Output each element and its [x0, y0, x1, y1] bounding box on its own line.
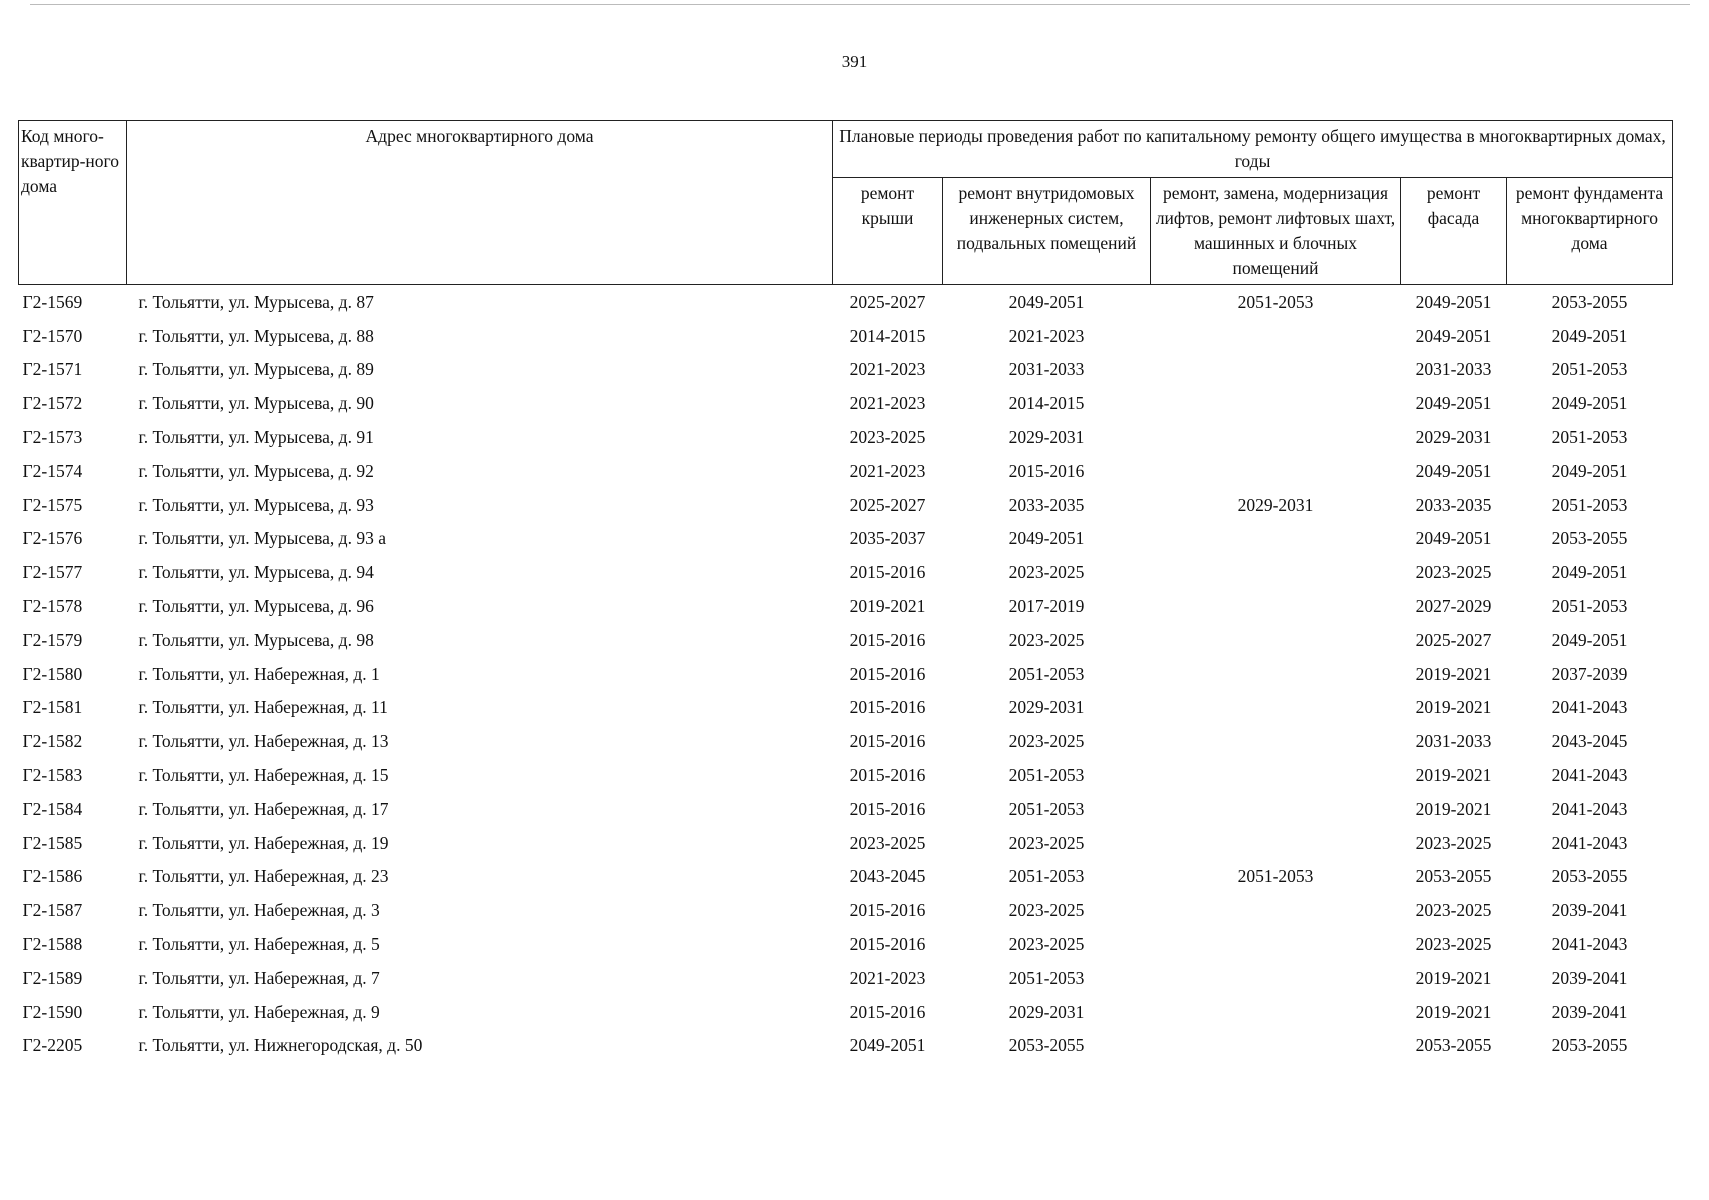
table-row	[19, 420, 1673, 454]
cell-address: г. Тольятти, ул. Мурысева, д. 94	[138, 562, 374, 583]
cell-lifts	[1151, 555, 1401, 589]
cell-code: Г2-1570	[22, 325, 83, 346]
cell-lifts	[1151, 386, 1401, 420]
table-row	[19, 555, 1673, 589]
cell-roof: 2014-2015	[849, 325, 926, 346]
cell-roof: 2015-2016	[849, 934, 926, 955]
cell-code: Г2-1584	[22, 798, 83, 819]
cell-address: г. Тольятти, ул. Мурысева, д. 98	[138, 629, 374, 650]
cell-address: г. Тольятти, ул. Нижнегородская, д. 50	[138, 1035, 423, 1056]
cell-code: Г2-1569	[22, 291, 83, 312]
cell-code: Г2-1583	[22, 765, 83, 786]
cell-engineering: 2021-2023	[1008, 325, 1085, 346]
cell-address: г. Тольятти, ул. Набережная, д. 17	[138, 798, 389, 819]
cell-lifts	[1151, 589, 1401, 623]
header-code: Код много-квартир-ного дома	[19, 121, 127, 285]
table-row	[19, 1029, 1673, 1063]
cell-roof: 2023-2025	[849, 427, 926, 448]
cell-facade: 2027-2029	[1415, 596, 1492, 617]
cell-foundation: 2041-2043	[1551, 697, 1628, 718]
table-row	[19, 758, 1673, 792]
cell-code: Г2-1581	[22, 697, 83, 718]
cell-foundation: 2039-2041	[1551, 900, 1628, 921]
cell-lifts	[1151, 657, 1401, 691]
cell-engineering: 2049-2051	[1008, 291, 1085, 312]
repair-schedule-table	[18, 120, 1673, 1062]
cell-foundation: 2037-2039	[1551, 663, 1628, 684]
cell-roof: 2015-2016	[849, 765, 926, 786]
cell-facade: 2019-2021	[1415, 1001, 1492, 1022]
cell-facade: 2023-2025	[1415, 900, 1492, 921]
cell-foundation: 2053-2055	[1551, 866, 1628, 887]
table-row	[19, 522, 1673, 556]
cell-roof: 2015-2016	[849, 1001, 926, 1022]
cell-foundation: 2041-2043	[1551, 765, 1628, 786]
cell-facade: 2019-2021	[1415, 798, 1492, 819]
cell-lifts	[1151, 792, 1401, 826]
cell-facade: 2029-2031	[1415, 427, 1492, 448]
cell-code: Г2-2205	[22, 1035, 83, 1056]
cell-lifts	[1151, 353, 1401, 387]
cell-engineering: 2023-2025	[1008, 832, 1085, 853]
table-row	[19, 589, 1673, 623]
cell-facade: 2025-2027	[1415, 629, 1492, 650]
cell-code: Г2-1580	[22, 663, 83, 684]
table-row	[19, 319, 1673, 353]
cell-foundation: 2049-2051	[1551, 325, 1628, 346]
table-row	[19, 623, 1673, 657]
cell-engineering: 2023-2025	[1008, 934, 1085, 955]
cell-code: Г2-1574	[22, 460, 83, 481]
cell-code: Г2-1577	[22, 562, 83, 583]
cell-facade: 2023-2025	[1415, 934, 1492, 955]
cell-address: г. Тольятти, ул. Мурысева, д. 92	[138, 460, 374, 481]
cell-engineering: 2051-2053	[1008, 798, 1085, 819]
cell-engineering: 2029-2031	[1008, 697, 1085, 718]
cell-facade: 2019-2021	[1415, 765, 1492, 786]
cell-roof: 2021-2023	[849, 393, 926, 414]
cell-engineering: 2023-2025	[1008, 900, 1085, 921]
cell-lifts	[1151, 758, 1401, 792]
cell-roof: 2015-2016	[849, 731, 926, 752]
cell-engineering: 2031-2033	[1008, 359, 1085, 380]
cell-roof: 2049-2051	[849, 1035, 926, 1056]
cell-facade: 2023-2025	[1415, 562, 1492, 583]
header-roof: ремонт крыши	[833, 178, 943, 285]
cell-engineering: 2053-2055	[1008, 1035, 1085, 1056]
cell-code: Г2-1579	[22, 629, 83, 650]
cell-foundation: 2053-2055	[1551, 528, 1628, 549]
cell-foundation: 2043-2045	[1551, 731, 1628, 752]
cell-lifts	[1151, 1029, 1401, 1063]
cell-code: Г2-1573	[22, 427, 83, 448]
cell-facade: 2023-2025	[1415, 832, 1492, 853]
table-body	[19, 285, 1673, 1063]
cell-facade: 2031-2033	[1415, 731, 1492, 752]
cell-lifts	[1151, 454, 1401, 488]
cell-address: г. Тольятти, ул. Набережная, д. 15	[138, 765, 389, 786]
header-engineering: ремонт внутридомовых инженерных систем, подвальных помещений	[943, 178, 1151, 285]
cell-address: г. Тольятти, ул. Набережная, д. 13	[138, 731, 389, 752]
cell-engineering: 2015-2016	[1008, 460, 1085, 481]
cell-foundation: 2051-2053	[1551, 596, 1628, 617]
page-number: 391	[841, 52, 868, 71]
cell-address: г. Тольятти, ул. Набережная, д. 11	[138, 697, 388, 718]
cell-address: г. Тольятти, ул. Мурысева, д. 93	[138, 494, 374, 515]
cell-lifts	[1151, 623, 1401, 657]
cell-address: г. Тольятти, ул. Мурысева, д. 87	[138, 291, 374, 312]
cell-roof: 2015-2016	[849, 629, 926, 650]
header-periods: Плановые периоды проведения работ по капитальному ремонту общего имущества в многоквартирных домах, годы	[833, 121, 1673, 178]
cell-lifts: 2051-2053	[1237, 866, 1314, 887]
table-row	[19, 285, 1673, 319]
cell-engineering: 2023-2025	[1008, 562, 1085, 583]
cell-code: Г2-1586	[22, 866, 83, 887]
cell-lifts	[1151, 724, 1401, 758]
cell-code: Г2-1582	[22, 731, 83, 752]
cell-facade: 2019-2021	[1415, 967, 1492, 988]
table-row	[19, 386, 1673, 420]
cell-facade: 2049-2051	[1415, 325, 1492, 346]
cell-facade: 2019-2021	[1415, 697, 1492, 718]
cell-facade: 2049-2051	[1415, 291, 1492, 312]
cell-engineering: 2029-2031	[1008, 1001, 1085, 1022]
cell-address: г. Тольятти, ул. Набережная, д. 9	[138, 1001, 380, 1022]
cell-roof: 2015-2016	[849, 562, 926, 583]
cell-foundation: 2051-2053	[1551, 427, 1628, 448]
cell-address: г. Тольятти, ул. Мурысева, д. 88	[138, 325, 374, 346]
cell-address: г. Тольятти, ул. Мурысева, д. 91	[138, 427, 374, 448]
cell-engineering: 2049-2051	[1008, 528, 1085, 549]
cell-facade: 2049-2051	[1415, 528, 1492, 549]
cell-roof: 2035-2037	[849, 528, 926, 549]
cell-engineering: 2051-2053	[1008, 967, 1085, 988]
cell-code: Г2-1590	[22, 1001, 83, 1022]
cell-foundation: 2039-2041	[1551, 967, 1628, 988]
cell-facade: 2053-2055	[1415, 1035, 1492, 1056]
cell-roof: 2023-2025	[849, 832, 926, 853]
table-row	[19, 724, 1673, 758]
cell-code: Г2-1575	[22, 494, 83, 515]
cell-address: г. Тольятти, ул. Набережная, д. 23	[138, 866, 389, 887]
table-row	[19, 488, 1673, 522]
cell-engineering: 2023-2025	[1008, 731, 1085, 752]
cell-code: Г2-1587	[22, 900, 83, 921]
cell-code: Г2-1572	[22, 393, 83, 414]
cell-roof: 2021-2023	[849, 967, 926, 988]
top-rule	[30, 4, 1690, 5]
cell-lifts	[1151, 961, 1401, 995]
header-facade: ремонт фасада	[1401, 178, 1507, 285]
cell-address: г. Тольятти, ул. Набережная, д. 19	[138, 832, 389, 853]
cell-address: г. Тольятти, ул. Мурысева, д. 96	[138, 596, 374, 617]
cell-code: Г2-1578	[22, 596, 83, 617]
cell-lifts	[1151, 995, 1401, 1029]
cell-foundation: 2049-2051	[1551, 629, 1628, 650]
cell-facade: 2033-2035	[1415, 494, 1492, 515]
cell-foundation: 2051-2053	[1551, 359, 1628, 380]
table-row	[19, 995, 1673, 1029]
cell-foundation: 2041-2043	[1551, 798, 1628, 819]
cell-foundation: 2039-2041	[1551, 1001, 1628, 1022]
cell-address: г. Тольятти, ул. Набережная, д. 3	[138, 900, 380, 921]
cell-lifts	[1151, 927, 1401, 961]
cell-facade: 2049-2051	[1415, 460, 1492, 481]
cell-roof: 2021-2023	[849, 359, 926, 380]
cell-address: г. Тольятти, ул. Набережная, д. 5	[138, 934, 380, 955]
table-row	[19, 691, 1673, 725]
cell-roof: 2015-2016	[849, 798, 926, 819]
table-row	[19, 657, 1673, 691]
cell-foundation: 2041-2043	[1551, 934, 1628, 955]
table-row	[19, 454, 1673, 488]
cell-engineering: 2051-2053	[1008, 866, 1085, 887]
cell-facade: 2031-2033	[1415, 359, 1492, 380]
cell-code: Г2-1585	[22, 832, 83, 853]
cell-foundation: 2041-2043	[1551, 832, 1628, 853]
cell-lifts: 2029-2031	[1237, 494, 1314, 515]
cell-lifts	[1151, 420, 1401, 454]
cell-code: Г2-1571	[22, 359, 83, 380]
table-row	[19, 961, 1673, 995]
cell-lifts	[1151, 826, 1401, 860]
cell-foundation: 2049-2051	[1551, 562, 1628, 583]
table-row	[19, 353, 1673, 387]
cell-lifts	[1151, 522, 1401, 556]
cell-code: Г2-1576	[22, 528, 83, 549]
table-row	[19, 792, 1673, 826]
cell-facade: 2053-2055	[1415, 866, 1492, 887]
header-address: Адрес многоквартирного дома	[127, 121, 833, 285]
cell-engineering: 2014-2015	[1008, 393, 1085, 414]
cell-foundation: 2053-2055	[1551, 1035, 1628, 1056]
header-foundation: ремонт фундамента многоквартирного дома	[1507, 178, 1673, 285]
cell-roof: 2025-2027	[849, 494, 926, 515]
cell-roof: 2015-2016	[849, 900, 926, 921]
cell-roof: 2015-2016	[849, 697, 926, 718]
cell-roof: 2015-2016	[849, 663, 926, 684]
cell-engineering: 2023-2025	[1008, 629, 1085, 650]
cell-lifts	[1151, 319, 1401, 353]
cell-foundation: 2049-2051	[1551, 393, 1628, 414]
cell-engineering: 2033-2035	[1008, 494, 1085, 515]
cell-foundation: 2049-2051	[1551, 460, 1628, 481]
cell-address: г. Тольятти, ул. Мурысева, д. 90	[138, 393, 374, 414]
cell-facade: 2019-2021	[1415, 663, 1492, 684]
cell-engineering: 2051-2053	[1008, 765, 1085, 786]
table-row	[19, 927, 1673, 961]
cell-lifts: 2051-2053	[1237, 291, 1314, 312]
cell-lifts	[1151, 691, 1401, 725]
cell-engineering: 2051-2053	[1008, 663, 1085, 684]
table-row	[19, 860, 1673, 894]
header-lifts: ремонт, замена, модернизация лифтов, ремонт лифтовых шахт, машинных и блочных помещений	[1151, 178, 1401, 285]
table-row	[19, 826, 1673, 860]
cell-engineering: 2029-2031	[1008, 427, 1085, 448]
cell-engineering: 2017-2019	[1008, 596, 1085, 617]
cell-roof: 2019-2021	[849, 596, 926, 617]
cell-foundation: 2053-2055	[1551, 291, 1628, 312]
cell-roof: 2025-2027	[849, 291, 926, 312]
cell-code: Г2-1588	[22, 934, 83, 955]
cell-roof: 2043-2045	[849, 866, 926, 887]
cell-code: Г2-1589	[22, 967, 83, 988]
cell-address: г. Тольятти, ул. Набережная, д. 1	[138, 663, 380, 684]
cell-address: г. Тольятти, ул. Мурысева, д. 89	[138, 359, 374, 380]
cell-roof: 2021-2023	[849, 460, 926, 481]
table-row	[19, 893, 1673, 927]
cell-address: г. Тольятти, ул. Мурысева, д. 93 а	[138, 528, 386, 549]
cell-facade: 2049-2051	[1415, 393, 1492, 414]
cell-foundation: 2051-2053	[1551, 494, 1628, 515]
cell-lifts	[1151, 893, 1401, 927]
cell-address: г. Тольятти, ул. Набережная, д. 7	[138, 967, 380, 988]
